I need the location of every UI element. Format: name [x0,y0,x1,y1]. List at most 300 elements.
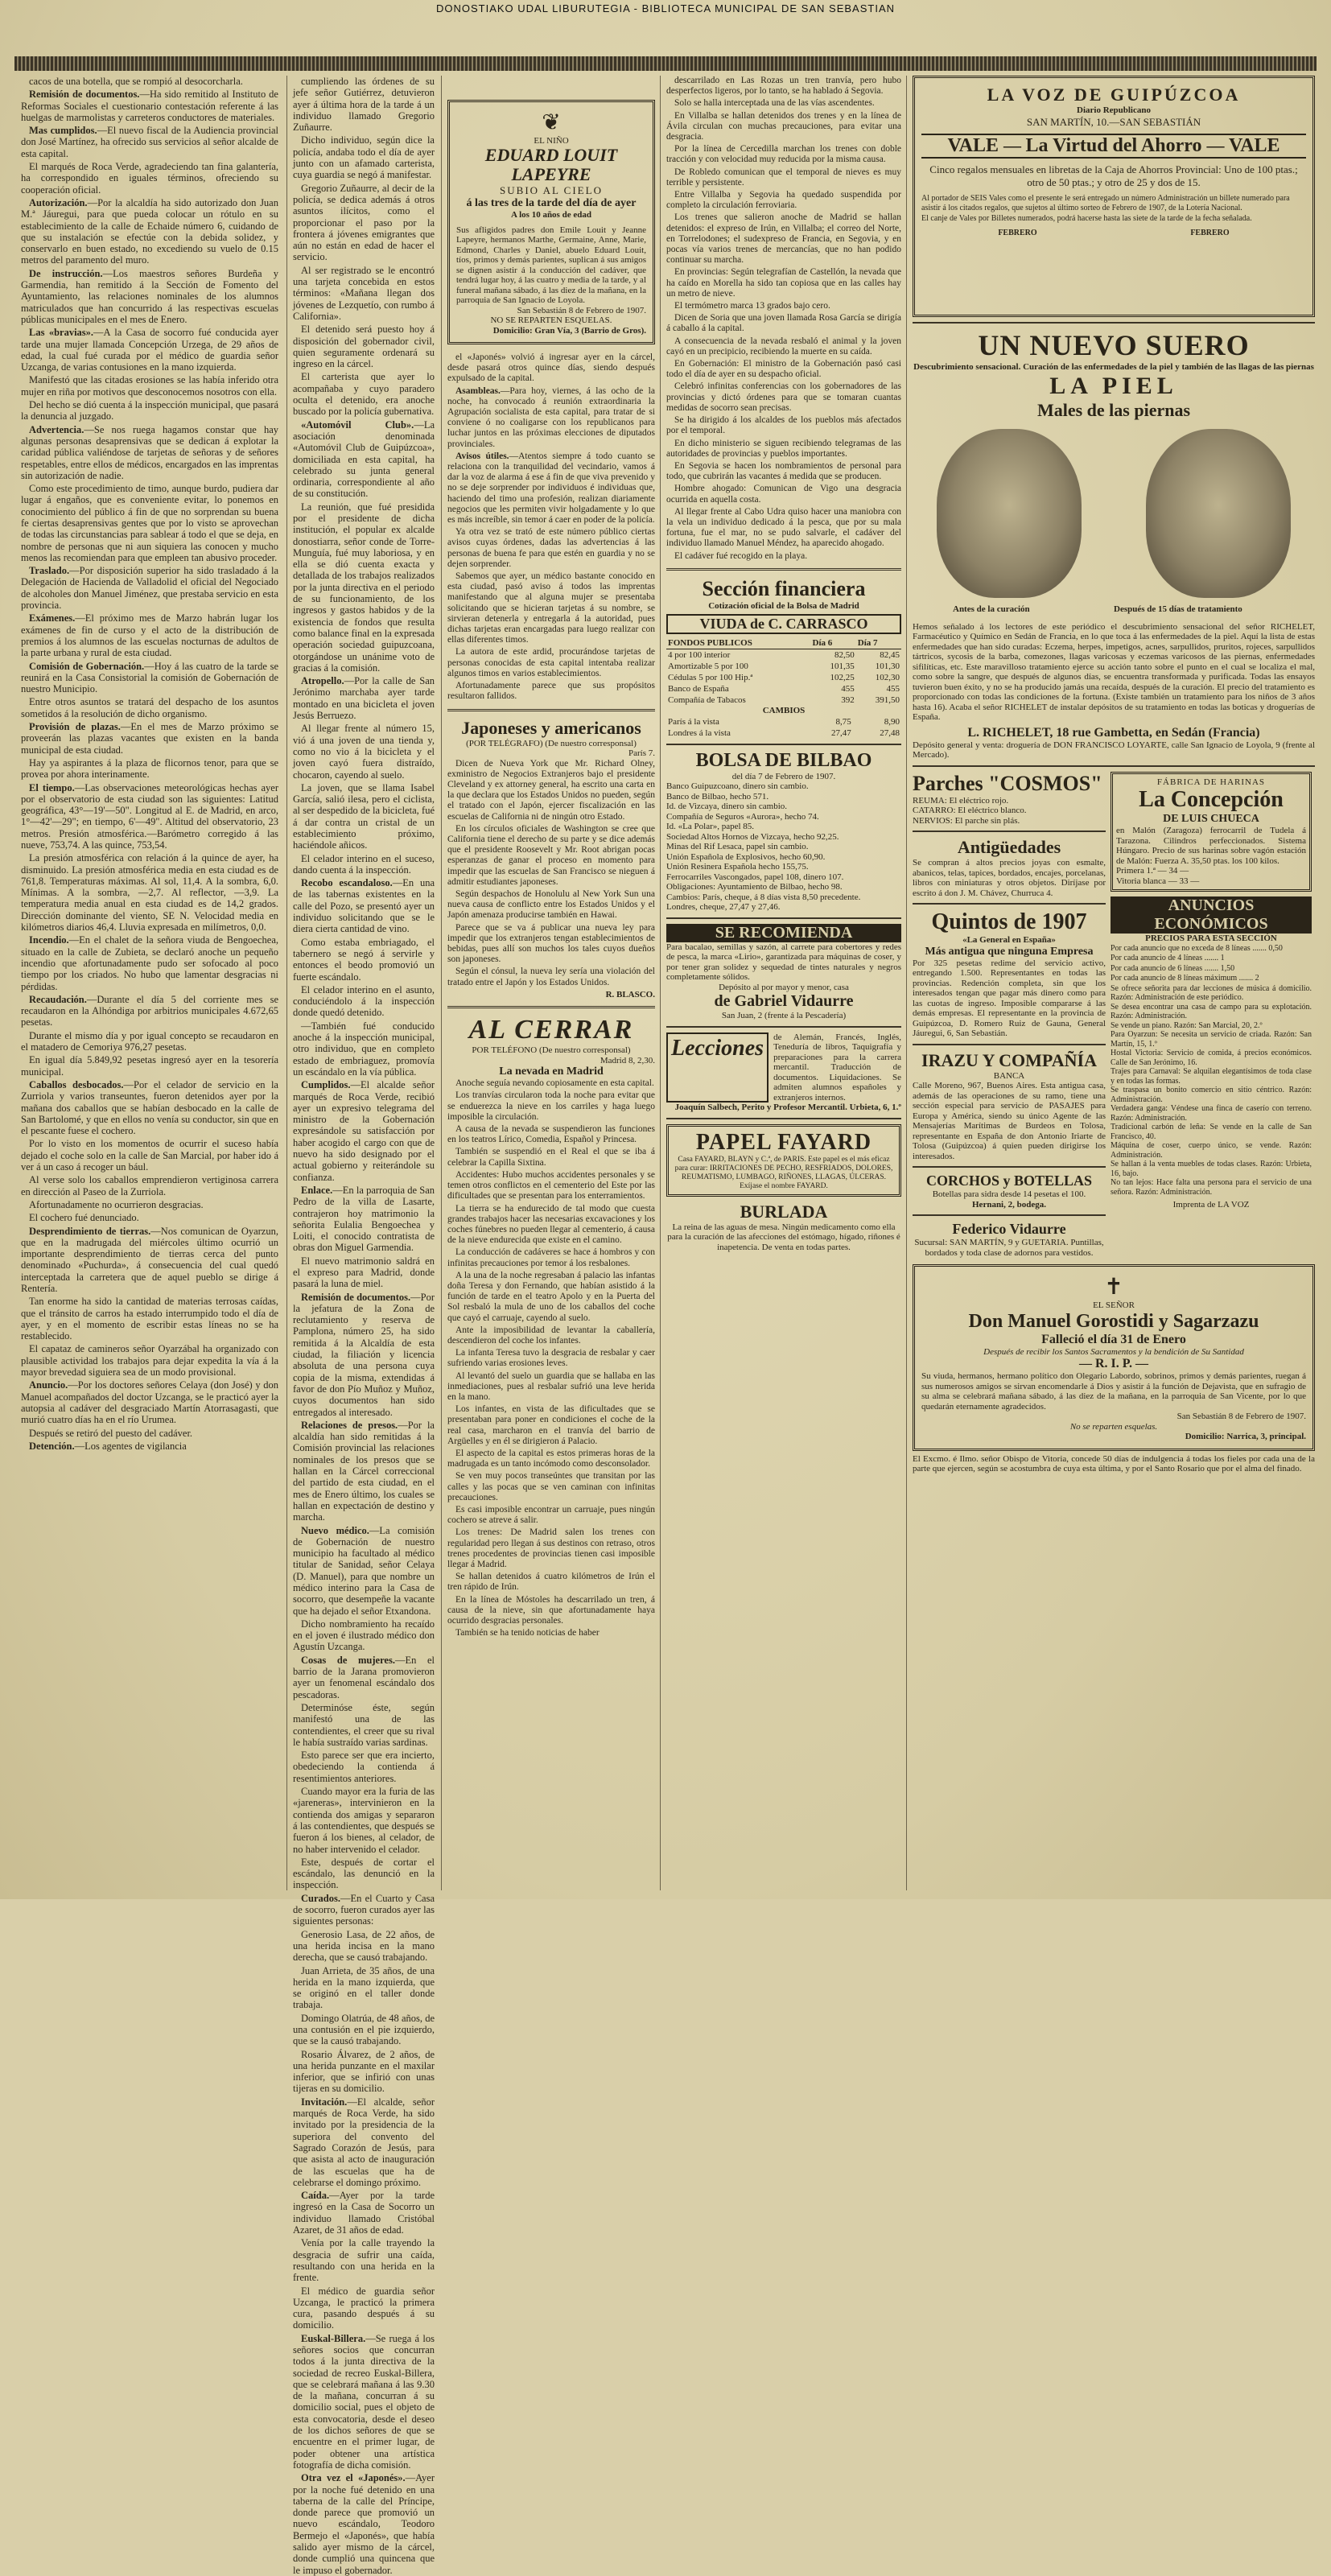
cosmos-l3: NERVIOS: El parche sin plás. [913,815,1020,826]
paragraph-lead: Recobo escandaloso. [301,877,393,889]
table-row [666,672,901,683]
paragraph-text: Como estaba embriagado, el tabernero se negó á servirle y entonces el beodo promovió un fuerte escándalo. [293,936,435,983]
harinas-body: en Malón (Zaragoza) ferrocarril de Tudela á Tarazona. Cilindros perfeccionados. Sistema Húngaro. Precio de sus harinas sobre vagón estación de Malón: Fuerza A. 35,50 ptas. los 100 kilos. [1116,826,1306,866]
paragraph [293,2190,435,2236]
paragraph-text: —El próximo mes de Marzo habrán lugar los exámenes de fin de curso y el acto de la distribución de premios á los alumnos de las escuelas nocturnas de adultos de la parte urbana y rural de esta ciudad. [21,612,278,659]
table-cell: París á la vista [668,716,719,727]
paragraph-lead: Advertencia. [29,423,84,435]
paragraph: El cadáver fué recogido en la playa. [674,550,808,561]
paragraph-lead: Caída. [301,2190,330,2202]
list-item: Por cada anuncio de 8 líneas máximum ....... 2 [1111,974,1259,983]
paragraph-lead: Remisión de documentos. [29,89,140,101]
table-row [666,683,901,694]
economicos-items [1111,984,1312,1197]
divider [913,765,1315,767]
obit2-body: Su viuda, hermanos, hermano político don Olegario Labordo, sobrinos, primos y demás parientes, ruegan á sus numerosos amigos se sirvan encomendarle á Dios y asistir á la función de Dejavista, que en sufragio de su alma se celebrará mañana sábado, á las diez de la mañana, en la parroquia de San Vicente, por lo que quedarán eternamente agradecidos. [921,1371,1306,1412]
financial-title: Sección financiera [702,576,866,600]
list-item: Por cada anuncio que no exceda de 8 líneas ....... 0,50 [1111,943,1283,953]
paragraph-text: —Por disposición superior ha sido trasladado á la Delegación de Hacienda de Valladolid el oficial del Negociado de alcoholes don Manuel Jiménez, que prestaba servicio en esta provincia. [21,565,278,612]
paragraph: Es casi imposible encontrar un carruaje, pues ningún cochero se atreve á salir. [447,1504,655,1526]
paragraph: En los círculos oficiales de Washington se cree que California tiene el derecho de su parte y se dice además que el presidente Roosevelt y Mr. Root abrigan pocas esperanzas de ganar el proceso en momento para impedir que las escuelas de San Francisco se nieguen á admitir estudiantes japoneses. [447,823,655,887]
paragraph [293,419,435,500]
list-item: Cambios: París, cheque, á 8 días vista 8,50 precedente. [666,892,861,902]
table-cell: 8,75 [835,716,851,727]
antiguedades-body: Se compran á altos precios joyas con esmalte, abanicos, telas, tapices, bordados, encajes, porcelanas, libros con miniaturas y otros objetos. Diríjase por escrito á don J. M. Chávez, Churruca 4. [913,858,1106,898]
paragraph: Solo se halla interceptada una de las vías ascendentes. [674,98,875,109]
paragraph-lead: Euskal-Billera. [301,2332,366,2344]
paragraph-text: Afortunadamente no ocurrieron desgracias. [29,1198,204,1210]
paragraph-lead: Cumplidos. [301,1079,351,1091]
antiguedades-title: Antigüedades [957,837,1061,857]
list-item: Hostal Victoria: Servicio de comida, á precios económicos. Calle de San Jerónimo, 16. [1111,1049,1312,1067]
paragraph: Según despachos de Honolulu al New York Sun una nueva causa de conflicto entre los Estados Unidos y el Japón amenaza producirse también en Hawai. [447,888,655,921]
paragraph [293,1292,435,1418]
paragraph-text: Manifestó que las citadas erosiones se las había inferido otra mujer en riña por motivos que desconocemos nosotros con ella. [21,374,278,398]
al-cerrar-body [447,1078,655,1638]
obit2-foot: El Excmo. é Ilmo. señor Obispo de Vitoria, concede 50 días de indulgencia á todas los fieles por cada una de la parte que ejercen, según se acostumbra de cuya esta última, y por el Santo Rosario que por el alma del finado. [913,1453,1315,1473]
paragraph-text: —Por la alcaldía ha sido autorizado don Juan M.ª Jáuregui, para que pueda colocar un rótulo en su establecimiento de la calle de Echaide número 6, cuidando de que su instalación se efectúe con la debida solidez, y conservarlo en buen estado, no excediendo su vuelo de 0.15 metros del paramento del muro. [21,196,278,266]
paragraph [447,681,655,702]
paragraph [21,424,278,481]
table-header-cell: Día 7 [856,637,901,649]
paragraph: descarrilado en Las Rozas un tren tranvía, pero hubo desperfectos ligeros, por lo tanto, se ha hablado á Segovia. [666,76,901,97]
paragraph [293,782,435,851]
portrait-after [1146,429,1291,598]
paragraph-text: El carterista que ayer lo acompañaba y cuyo paradero oculta el detenido, era anoche buscado por la policía gubernativa. [293,371,435,418]
paragraph [21,1379,278,1425]
paragraph [21,782,278,851]
paragraph: También se suspendió en el Real el que se iba á celebrar la Capilla Sixtina. [447,1147,655,1168]
table-cell: 82,50 [834,650,855,661]
table-cell: 27,48 [880,727,900,738]
paragraph [21,1079,278,1136]
paragraph: Los trenes que salieron anoche de Madrid se hallan detenidos: el expreso de Irún, en Villalba; el correo del Norte, en Torrelodones; el sudexpreso de Francia, en Segovia, y en pocas vía varios trenes de mercancías, que no han podido continuar su marcha. [666,212,901,266]
paragraph: A causa de la nevada se suspendieron las funciones en los teatros Lírico, Comedia, Español y Princesa. [447,1124,655,1145]
left-ads [913,772,1106,1259]
paragraph-text: —Por la calle de San Jerónimo marchaba ayer tarde montado en una bicicleta el joven Jesús Berruezo. [293,675,435,722]
paragraph [293,1655,435,1700]
divider [913,831,1106,832]
paragraph-text: El celador interino en el asunto, conduciéndolo á la inspección donde quedó detenido. [293,983,435,1019]
harinas-title: La Concepción [1139,787,1284,812]
al-cerrar-title: AL CERRAR [468,1015,634,1045]
paragraph [447,571,655,645]
paragraph-text: El marqués de Roca Verde, agradeciendo tan fina galantería, ha correspondido en iguales términos, ofreciendo su cooperación oficial. [21,161,278,196]
economicos-sub: PRECIOS PARA ESTA SECCIÓN [1145,934,1277,943]
table-cell: Londres á la vista [668,727,731,738]
paragraph: La conducción de cadáveres se hace á hombros y con infinitas precauciones por temor á los resbalones. [447,1247,655,1268]
paragraph-text: el «Japonés» volvió á ingresar ayer en la cárcel, desde pasará otros quince días, siendo después expulsado de la capital. [447,352,655,384]
harinas-pre: FÁBRICA DE HARINAS [1156,777,1266,787]
burlada-body: La reina de las aguas de mesa. Ningún medicamento como ella para la curación de las afecciones del estómago, hígado, riñones é inapetencia. De venta en todas partes. [667,1222,900,1252]
paragraph [447,352,655,385]
dove-ornament-icon: ❦ [542,110,561,135]
divider [666,917,901,919]
paragraph [293,265,435,322]
paragraph-text: Al llegar frente al número 15, vió á una joven de una tienda y, como no vio á la bicicleta y el joven cayó fuera distraído, chocaron, cayendo al suelo. [293,723,435,781]
paragraph-text: Entre otros asuntos se tratará del despacho de los asuntos sometidos á la resolución de dicho organismo. [21,696,278,719]
paragraph [21,1226,278,1295]
paragraph-text: Dicho nombramiento ha recaído en el joven é ilustrado médico don Agustín Uzcanga. [293,1618,435,1653]
paragraph-text: Después se retiró del puesto del cadáver. [29,1427,193,1439]
obit2-date: San Sebastián 8 de Febrero de 1907. [1176,1412,1306,1421]
al-cerrar-subtitle: La nevada en Madrid [499,1065,604,1078]
list-item: Verdadera ganga: Véndese una finca de caserío con terreno. Razón: Administración. [1111,1104,1312,1123]
vidaurre-body: Sucursal: SAN MARTÍN, 9 y GUETARIA. Puntillas, bordados y toda clase de adornos para vestidos. [914,1238,1104,1258]
table-cell: 102,25 [830,673,855,683]
paragraph-lead: Incendio. [29,934,69,946]
paragraph-text: —El alcalde señor marqués de Roca Verde, recibió ayer un expresivo telegrama del ministro de la Gobernación expresándole su satisfacción por haber acogido el cargo con que de nuevo ha sido designado por el actual gobierno y reiterándole su confianza. [293,1079,435,1183]
paragraph [21,1296,278,1342]
fayard-body: Casa FAYARD, BLAYN y C.ª, de PARIS. Este papel es el más eficaz para curar: IRRITACIONES DE PECHO, RESFRIADOS, DOLORES, REUMATISMO, LUMBAGO, RIÑONES, LLAGAS, ÚLCERAS. Exíjase el nombre FAYARD. [674,1155,893,1190]
paragraph-lead: Remisión de documentos. [301,1291,411,1303]
paragraph [21,399,278,422]
paragraph-lead: Relaciones de presos. [301,1419,398,1431]
paragraph-text: —Atentos siempre á todo cuanto se relaciona con la tranquilidad del vecindario, vamos á dar la voz de alarma á ese á fin de que viva prevenido y no se deje sorprender por individuos é individuas que, haciendo del timo una profesión, realizan diariamente negocios que les permiten vivir holgadamente y lo que es más increíble, sin temor á caer en poder de la policía. [447,451,655,526]
japoneses-place: París 7. [628,748,655,758]
paragraph-lead: Caballos desbocados. [29,1078,124,1090]
paragraph-lead: Comisión de Gobernación. [29,660,145,672]
library-header: DONOSTIAKO UDAL LIBURUTEGIA - BIBLIOTECA MUNICIPAL DE SAN SEBASTIAN [435,2,896,14]
paragraph [21,1199,278,1210]
paragraph [21,696,278,719]
paragraph-text: —En el barrio de la Jarana promovieron ayer un fenomenal escándalo dos pescadoras. [293,1654,435,1700]
paragraph [293,2472,435,2576]
list-item: Para Oyarzun: Se necesita un servicio de criada. Razón: San Martín, 15, 1.º [1111,1030,1312,1049]
quintos-sub2: Más antigua que ninguna Empresa [925,945,1094,958]
paragraph-text: Sabemos que ayer, un médico bastante conocido en esta ciudad, pasó aviso á todos las imprentas manifestando que al alguna mujer se presentaba solicitando que se hicieran tarjetas á su nombre, se sirvieran detenerla y entregarla á la autoridad, pues dichas tarjetas eran encargadas para luego realizar con ellas diferentes timos. [447,571,655,645]
divider [913,1044,1106,1045]
paragraph-text: cacos de una botella, que se rompió al desocorcharla. [29,76,243,87]
paragraph [21,721,278,756]
paragraph-text: En igual día 5.849,92 pesetas ingresó ayer en la tesorería municipal. [21,1054,278,1078]
paragraph: También se ha tenido noticias de haber [455,1628,600,1638]
paragraph-lead: De instrucción. [29,267,103,279]
paragraph [21,757,278,781]
paragraph [293,1618,435,1653]
quintos-body: Por 325 pesetas redime del servicio activo, entregando 1.500. Representantes en todas las provincias. Redención completa, sin que los interesados tengan que pagar más dinero como para las cuotas de ingreso. Imposible compararse á las demás empresas. El representante en la provincia de Guipúzcoa, D. Romero Ruiz de Gauna, General Jáuregui, 6, San Sebastián. [913,958,1106,1038]
paragraph-text: Domingo Olatrúa, de 48 años, de una contusión en el pie izquierdo, que se la causó trabajando. [293,2012,435,2047]
portrait-before [937,429,1082,598]
paragraph-text: Determinóse éste, según manifestó una de las contendientes, el creer que su rival le había sustraído varias sardinas. [293,1701,435,1748]
suero-body: Hemos señalado á los lectores de este periódico el descubrimiento sensacional del señor RICHELET, Farmacéutico y Químico en Sedán de Francia, en lo que toca á las enfermedades de la piel. Aquí la lista de estas enfermedades que han sido curadas: Eczema, herpes, impetigos, acnes, sarpullidos, pruritos, rojeces, sarpullidos tártricos, sycosis de la barba, comezones, llagas varicosas y eczemas varicosos de las piernas, enfermedades sifilíticas, etc. Este maravilloso tratamiento ejerce su acción tanto sobre el punto en el cual se localiza el mal, como sobre la sangre, que después de algunos días, se encuentra transformada y purificada. Todas las ensayos tuvieron buen éxito, y no se ha producido jamás una recaída, después de la curación. El precio del tratamiento es proporcionado con todas las condiciones de la fortuna. (Existe también un tratamiento para los niños de 3 años hasta 16). Acaba el señor RICHELET de instalar depósitos de su tratamiento en todas las boticas y droguerías de España. [913,621,1315,722]
paragraph-text: El detenido será puesto hoy á disposición del gobernador civil, quien seguramente ordenará su ingreso en la cárcel. [293,324,435,370]
paragraph-lead: Recaudación. [29,993,87,1005]
paragraph [293,371,435,417]
obituary-louit [447,100,655,344]
paragraph-text: —La comisión de Gobernación de nuestro municipio ha facultado al médico titular de Sanidad, señor Celaya (D. Manuel), para que nombre un médico interino para la Casa de socorro, que desempeñe la vacante que ha dejado el señor Etxandona. [293,1524,435,1617]
list-item: Trajes para Carnaval: Se alquilan elegantísimos de toda clase y en todas las formas. [1111,1067,1312,1086]
recomienda-text: Para bacalao, semillas y sazón, al carrete para cobertores y redes de pesca, la marca «Lirio», garantizada para máquinas de coser, y por tener gran solidez y sequedad de tintes naturales y negros completamente sólidos. [666,942,901,983]
paragraph [293,1786,435,1855]
paragraph [21,161,278,196]
table-cell: Amortizable 5 por 100 [668,662,748,672]
paragraph-text: La presión atmosférica con relación á la quince de ayer, ha disminuido. La presión atmosférica media en esta ciudad es de 761,8. Temperaturas máximas. Al sol, 11,4. A la sombra, 6,0. Mínimas. A la sombra, —2,7. Al reflector, —3,9. La temperatura media anual en esta ciudad es de 14,2 grados. Dirección dominante del viento, SE N. Velocidad media en kilómetros diarios 46,4. Lluvia expresada en milímetros, 0,0. [21,852,278,934]
paragraph: Anoche seguía nevando copiosamente en esta capital. [455,1078,654,1089]
paragraph [21,483,278,563]
divider [913,1214,1106,1216]
paragraph-lead: Enlace. [301,1184,333,1196]
paragraph [21,125,278,159]
paragraph-text: —Durante el día 5 del corriente mes se recaudaron en la Alhóndiga por arbitrios municipales 4.672,65 pesetas. [21,993,278,1028]
bilbao-list [666,781,901,913]
suero-title: UN NUEVO SUERO [978,329,1250,361]
fayard-ad [666,1124,901,1197]
paragraph [293,2237,435,2283]
paragraph: Dicen de Nueva York que Mr. Richard Olney, exministro de Negocios Extranjeros bajo el presidente Cleveland y ex attorney general, ha escrito una carta en la que declara que los Estados Unidos no pueden, según el tratado con el Japón, ejercer fiscalización en las escuelas de California ni de ningún otro Estado. [447,758,655,822]
paragraph [293,723,435,780]
paragraph-lead: Anuncio. [29,1379,68,1391]
paragraph: En dicho ministerio se siguen recibiendo telegramas de las autoridades de provincias y pueblos importantes. [666,438,901,459]
col4-news [666,76,901,562]
paragraph [293,984,435,1019]
paragraph: Hombre ahogado: Comunican de Vigo una desgracia ocurrida en aquella costa. [666,484,901,505]
quintos-sub: «La General en España» [962,935,1056,945]
paragraph-text: —Por la alcaldía han sido remitidas á la Comisión provincial las relaciones nominales de los presos que se hallan en la Cárcel correccional del partido de esta ciudad, en el mes de Enero último, los cuales se hallan en expectación de destino y marcha. [293,1419,435,1523]
paragraph-text: Del hecho se dió cuenta á la inspección municipal, que pasará la denuncia al juzgado. [21,399,278,422]
divider [447,1006,655,1008]
paragraph-text: El médico de guardia señor Uzcanga, le practicó la primera cura, pasando después á su domicilio. [293,2285,435,2331]
paragraph-text: —El nuevo fiscal de la Audiencia provincial don José Martínez, ha ofrecido sus servicios al señor alcalde de esta capital. [21,125,278,159]
paragraph-lead: «Automóvil Club». [301,418,414,431]
list-item: Se hallan á la venta muebles de todas clases. Razón: Urbieta, 16, bajo. [1111,1160,1312,1178]
masthead-border [14,56,1317,71]
list-item: Ferrocarriles Vascongados, papel 108, dinero 107. [666,872,844,882]
obit2-rip: — R. I. P. — [1078,1357,1149,1370]
obit-line3: A los 10 años de edad [511,210,591,220]
paragraph-text: —En la parroquia de San Pedro de la villa de Lasarte, contrajeron hoy matrimonio la señorita Eulalia Bengoechea y Loiti, el conocido contratista de obras don Miguel Garmendia. [293,1184,435,1254]
table-cell: 391,50 [875,695,900,706]
paragraph [293,2049,435,2095]
economicos-title: ANUNCIOS ECONÓMICOS [1111,896,1312,934]
paragraph [293,1525,435,1617]
burlada-title: BURLADA [740,1201,828,1222]
paragraph [293,2096,435,2188]
obit2-name: Don Manuel Gorostidi y Sagarzazu [968,1310,1259,1332]
paragraph-lead: Otra vez el «Japonés». [301,2472,406,2484]
table-cell: 101,30 [875,662,900,672]
paragraph-lead: Desprendimiento de tierras. [29,1225,151,1237]
paragraph-text: —En el mes de Marzo próximo se proveerán las plazas vacantes que existen en la banda municipal de esta ciudad. [21,721,278,756]
paragraph [293,1702,435,1748]
paragraph: Parece que se va á publicar una nueva ley para impedir que los extranjeros tengan establecimientos de bebidas, pues allí son muchos los tales cuyos dueños son japoneses. [447,922,655,965]
voz-small: Al portador de SEIS Vales como el presente le será entregado un número Administración un billete numerado para asistir á los citados regalos, que sujetos al último sorteo de Febrero de 1907, de la Lotería Nacional. [921,193,1290,212]
right-ads [1111,772,1312,1259]
corchos-title: CORCHOS y BOTELLAS [925,1173,1093,1189]
vale-left: VALE [947,134,999,156]
irazu-title: IRAZU Y COMPAÑÍA [921,1049,1097,1070]
paragraph-text: —Ayer por la noche fué detenido en una taberna de la calle del Príncipe, donde parece que promovió un nuevo escándalo, Teodoro Bermejo el «Japonés», que había salido ayer mismo de la cárcel, donde cumplió una quincena que le impuso el gobernador. [293,2472,435,2576]
table-cell: 102,30 [875,673,900,683]
paragraph: Se ven muy pocos transeúntes que transitan por las calles y las pocas que se ven caminan con infinitas precauciones. [447,1471,655,1502]
cosmos-title: Parches "COSMOS" [913,771,1102,795]
column-4 [666,76,901,1890]
paragraph [293,853,435,876]
quintos-title: Quintos de 1907 [931,909,1087,934]
paragraph [293,1185,435,1254]
paragraph-text: Afortunadamente parece que sus propósitos resultaron fallidos. [447,681,655,702]
paragraph-text: —Los agentes de vigilancia [74,1440,187,1452]
paragraph-text: —En el chalet de la señora viuda de Bengoechea, situado en la calle de Zubieta, se declaró anoche un pequeño incendio que afortunadamente pudo ser sofocado al poco tiempo por los criados. No hubo que lamentar desgracias ni pérdidas. [21,934,278,992]
suero-sub1: LA PIEL [1049,372,1178,399]
paragraph [21,197,278,266]
list-item: Se traspasa un bonito comercio en sitio céntrico. Razón: Administración. [1111,1086,1312,1104]
paragraph: Los trenes: De Madrid salen los trenes con regularidad pero llegan á sus destinos con retraso, otros trenes procedentes de provincias tienen casi imposible llegar á Madrid. [447,1527,655,1569]
obit2-note: No se reparten esquelas. [1069,1421,1158,1432]
paragraph-text: —Los maestros señores Burdeña y Garmendia, han remitido á la Sección de Fomento del Ayuntamiento, las relaciones nominales de los alumnos matriculados que han concurrido á las respectivas escuelas públicas municipales en el mes de Enero. [21,267,278,325]
table-cell: Banco de España [668,684,729,694]
vale-months [921,229,1306,237]
paragraph: Los tranvías circularon toda la noche para evitar que se enduerezca la nieve en los carriles y haga luego imposible la circulación. [447,1090,655,1122]
paragraph [21,89,278,123]
paragraph [21,1212,278,1223]
paragraph [21,1174,278,1197]
paragraph-lead: Curados. [301,1892,340,1904]
bilbao-title: BOLSA DE BILBAO [695,749,872,771]
table-cell: 4 por 100 interior [668,650,731,661]
obit2-pre: EL SEÑOR [1093,1300,1135,1310]
obit-line1: SUBIO AL CIELO [500,184,603,196]
paragraph-text: —Hoy á las cuatro de la tarde se reunirá en la Casa Consistorial la comisión de Gobernación de nuestro Municipio. [21,660,279,695]
paragraph [21,1054,278,1078]
paragraph-text: Gregorio Zuñaurre, al decir de la policía, se dedica además á otros asuntos ilícitos, como el proporcionar el paso por la frontera á jóvenes emigrantes que aún no están en edad de hacer el servicio. [293,182,435,263]
paragraph: Se hallan detenidos á cuatro kilómetros de Irún el tren rápido de Irún. [447,1572,655,1593]
paragraph: Celebró infinitas conferencias con los gobernadores de las provincias y dictó órdenes para que se tomaran cuantas medidas de socorro sean precisas. [666,381,901,413]
paragraph-text: —Para hoy, viernes, á las ocho de la noche, ha convocado á reunión extraordinaria la Agrupación socialista de esta capital, para tratar de si conviene ó no coaligarse con los republicanos para luchar juntos en las próximas elecciones de diputados provinciales. [447,385,655,449]
obit-name: EDUARD LOUIT LAPEYRE [484,145,618,184]
irazu-sub: BANCA [993,1070,1025,1081]
list-item: Londres, cheque, 27,47 y 27,46. [666,902,781,913]
paragraph-text: —Por los doctores señores Celaya (don José) y don Manuel acompañados del doctor Uzcanga, se le practicó ayer la autopsia al cadáver del desgraciado Martín Atorrasagasti, que murió cuatro días ha en el río Urumea. [21,1379,278,1426]
paragraph: De Robledo comunican que el temporal de nieves es muy terrible y persistente. [666,167,901,188]
paragraph-text: Generosio Lasa, de 22 años, de una herida incisa en la mano derecha, que se causó trabajando. [293,1928,435,1964]
paragraph [293,675,435,721]
table-row [666,694,901,706]
paragraph-lead: Mas cumplidos. [29,125,97,137]
list-item: Id. «La Polar», papel 85. [666,822,755,832]
paragraph: La infanta Teresa tuvo la desgracia de resbalar y caer sufriendo varias erosiones leves. [447,1348,655,1369]
obit2-line1: Falleció el día 31 de Enero [1041,1332,1186,1346]
paragraph: En Villalba se hallan detenidos dos trenes y en la línea de Ávila circulan con muchas precauciones, para evitar una desgracia. [666,110,901,142]
exchange-table [666,716,901,739]
paragraph-lead: El tiempo. [29,781,75,793]
divider [913,1166,1106,1168]
paragraph: La tierra se ha endurecido de tal modo que cuesta grandes trabajos hacer las necesarias excavaciones y los coches fúnebres no pueden llegar al cementerio, á causa de la nieve endurecida que existe en el camino. [447,1203,655,1246]
lecciones-body: de Alemán, Francés, Inglés, Teneduría de libros, Taquigrafía y preparaciones para la carrera mercantil. Traducción de documentos. Liquidaciones. Se admiten alumnos españoles y extranjeros internos. [773,1032,901,1103]
list-item: Se vende un piano. Razón: San Marcial, 20, 2.º [1111,1020,1263,1030]
paragraph-lead: Invitación. [301,2096,348,2108]
paragraph: En provincias: Según telegrafían de Castellón, la nevada que ha caído en Morella ha sido tan copiosa que en las calles hay un metro de nieve. [666,267,901,299]
caption-after: Después de 15 días de tratamiento [1114,604,1242,614]
paragraph [21,268,278,325]
paragraph [293,877,435,934]
paragraph: Accidentes: Hubo muchos accidentes personales y se temen otros conflictos en el cementerio del Este por las dificultades que se presentan para los enterramientos. [447,1169,655,1201]
divider [666,1118,901,1119]
paragraph: A la una de la noche regresaban á palacio las infantas doña Teresa y don Fernando, que habían asistido á la función de tarde en el teatro Apolo y en la Puerta del Sol resbaló la mula de uno de los caballos del coche que cayó el carruaje, cayendo al suelo. [447,1270,655,1323]
paragraph-text: —También fué conducido anoche á la inspección municipal, otro individuo, que en completo estado de embriaguez, promovía un escándalo en la vía pública. [293,1020,435,1078]
irazu-body: Calle Moreno, 967, Buenos Aires. Esta antigua casa, además de las operaciones de su ramo, tiene una sección especial para servicio de PASAJES para Europa y América, siendo su único Agente de las Mensajerías Marítimas de Burdeos en Tolosa, representante en España de don Antonio Iriarte de Tolosa (Guipúzcoa) á quien pueden dirigirse los interesados. [913,1081,1106,1161]
caption-before: Antes de la curación [953,604,1030,614]
paragraph-text: Como este procedimiento de timo, aunque burdo, pudiera dar lugar á engaños, que es conveniente evitar, lo ponemos en conocimiento del público á fin de que no sorprendan su buena fe ciertas desaprensivas gentes que por lo visto se aprovechan de todas las circunstancias para sablear á todo el que se deja, en nombre de personas que ni aun siquiera las conocen y mucho menos las recomiendan para que empleen tan abusivo proceder. [21,483,278,563]
paragraph: Los infantes, en vista de las dificultades que se presentaban para poner en condiciones el coche de la real casa, marcharon en el tranvía del barrio de Argüelles y en él se dirigieron á Palacio. [447,1404,655,1446]
paragraph [293,1750,435,1784]
table-row [666,727,901,739]
paragraph-text: —Nos comunican de Oyarzun, que en la madrugada del miércoles último ocurrió un importante desprendimiento de tierras cerca del punto denominado «Puchurda», á consecuencia del cual quedó interceptada la carretera que de aquel pueblo se dirige á Rentería. [21,1225,278,1294]
paragraph-text: La reunión, que fué presidida por el presidente de dicha institución, el popular ex alcalde donostiarra, señor conde de Torre-Munguía, fué muy laboriosa, y en ella se dió cuenta exacta y detallada de los trabajos realizados por la junta directiva en el periodo de su funcionamiento, de los ingresos y gastos habidos y de la existencia de fondos que resulta como balance final en la expresada operación sociedad guipuzcoana, otorgándose un unánime voto de gracias á la comisión. [293,501,435,674]
paragraph-text: Tan enorme ha sido la cantidad de materias terrosas caídas, que el tránsito de carros ha estado interrumpido todo el día de ayer, y en el momento de escribir estas líneas no se ha restablecido. [21,1296,278,1342]
paragraph: Entre Villalba y Segovia ha quedado suspendida por completo la circulación ferroviaria. [666,190,901,211]
list-item: Tradicional carbón de leña: Se vende en la calle de San Francisco, 40. [1111,1123,1312,1141]
obituary-gorostidi [913,1264,1315,1451]
month-label: FEBRERO [998,229,1037,237]
suero-dep: Depósito general y venta: droguería de DON FRANCISCO LOYARTE, calle San Ignacio de Loyola, 9 (frente al Mercado). [913,740,1315,760]
table-header-cell: Día 6 [811,637,856,649]
table-cell: Cédulas 5 por 100 Hip.ª [668,673,753,683]
cross-ornament-icon: ✝ [1104,1275,1123,1300]
list-item: Se desea encontrar una casa de campo para su explotación. Razón: Administración. [1111,1002,1312,1020]
paragraph [21,1428,278,1439]
paragraph [447,527,655,570]
paragraph-text: —Se ruega á los señores socios que concurran todos á la junta directiva de la sociedad de recreo Euskal-Billera, que se celebrará mañana á las 9.30 de la mañana, concurran á su domicilio social, pues el objeto de esta convocatoria, desde el deseo de los dichos señores de que se encuentre en el primer lugar, de poder obtener una artística fotografía de dicha comisión. [293,2332,435,2471]
voz-subtitle: Diario Republicano [1077,105,1151,115]
paragraph [21,661,278,695]
paragraph [21,612,278,658]
paragraph-text: La joven, que se llama Isabel García, salió ilesa, pero el ciclista, al ser despedido de la bicicleta, fué á dar contra un cristal de un establecimiento próximo, haciéndole añicos. [293,781,435,851]
list-item: Banco Guipuzcoano, dinero sin cambio. [666,781,809,792]
paragraph-text: La autora de este ardid, procurándose tarjetas de personas conocidas de esta capital intentaba realizar algunos timos en varios establecimientos. [447,647,655,678]
paragraph-lead: Cosas de mujeres. [301,1654,395,1666]
japoneses-title: Japoneses y americanos [461,717,641,738]
paragraph: Según el cónsul, la nueva ley sería una violación del tratado entre el Japón y los Estados Unidos. [447,967,655,987]
paragraph-text: Rosario Álvarez, de 2 años, de una herida punzante en el maxilar inferior, que se infirió con unas tijeras en su domicilio. [293,2048,435,2095]
table-cell: 392 [841,695,855,706]
divider [666,744,901,745]
harinas-price-1: Primera 1.ª — 34 — [1116,866,1189,876]
paragraph-lead: Nuevo médico. [301,1524,369,1536]
obit-pre: EL NIÑO [534,136,569,146]
col3-news [447,352,655,703]
month-label: FEBRERO [1190,229,1230,237]
paragraph [21,1440,278,1452]
fayard-title: PAPEL FAYARD [695,1129,872,1155]
vale-right: VALE [1228,134,1280,156]
suero-photos [913,421,1315,622]
list-item: Unión Resinera Española hecho 155,75. [666,862,809,872]
table-cell: 8,90 [884,716,900,727]
list-item: Id. de Vizcaya, dinero sin cambio. [666,802,788,812]
paragraph-text: Al verse solo los caballos emprendieron vertiginosa carrera en dirección al Paseo de la Zurriola. [21,1174,278,1197]
vale-banner: VALE — La Virtud del Ahorro — VALE [921,134,1306,159]
paragraph [447,647,655,679]
paragraph [21,76,278,87]
harinas-ad [1111,772,1312,892]
paragraph: Ante la imposibilidad de levantar la caballería, descendieron del coche los infantes. [447,1325,655,1346]
paragraph [293,2333,435,2471]
vidaurre-title: Federico Vidaurre [952,1221,1066,1237]
list-item: Banco de Bilbao, hecho 571. [666,791,769,802]
economicos-prices [1111,944,1312,984]
exchange-heading: CAMBIOS [762,706,806,716]
paragraph [293,1965,435,2011]
paragraph-text: Ya otra vez se trató de este número público ciertas avisos cuyas órdenes, dadas las advertencias á las personas de buena fe para que estén en guardia y no se dejen sorprender. [447,527,655,569]
paragraph-text: Venía por la calle trayendo la desgracia de sufrir una caída, resultando con una herida en la frente. [293,2237,435,2284]
voz-title: LA VOZ DE GUIPÚZCOA [987,84,1241,105]
suero-desc: Descubrimiento sensacional. Curación de las enfermedades de la piel y también de las llagas de las piernas [913,362,1314,372]
paragraph: El aspecto de la capital es estos primeras horas de la madrugada es un tanto incómodo como desconsolador. [447,1448,655,1469]
paragraph-text: El cochero fué denunciado. [29,1212,139,1224]
recomienda-addr: San Juan, 2 (frente á la Pescadería) [721,1011,847,1021]
column-rule [286,76,287,1890]
